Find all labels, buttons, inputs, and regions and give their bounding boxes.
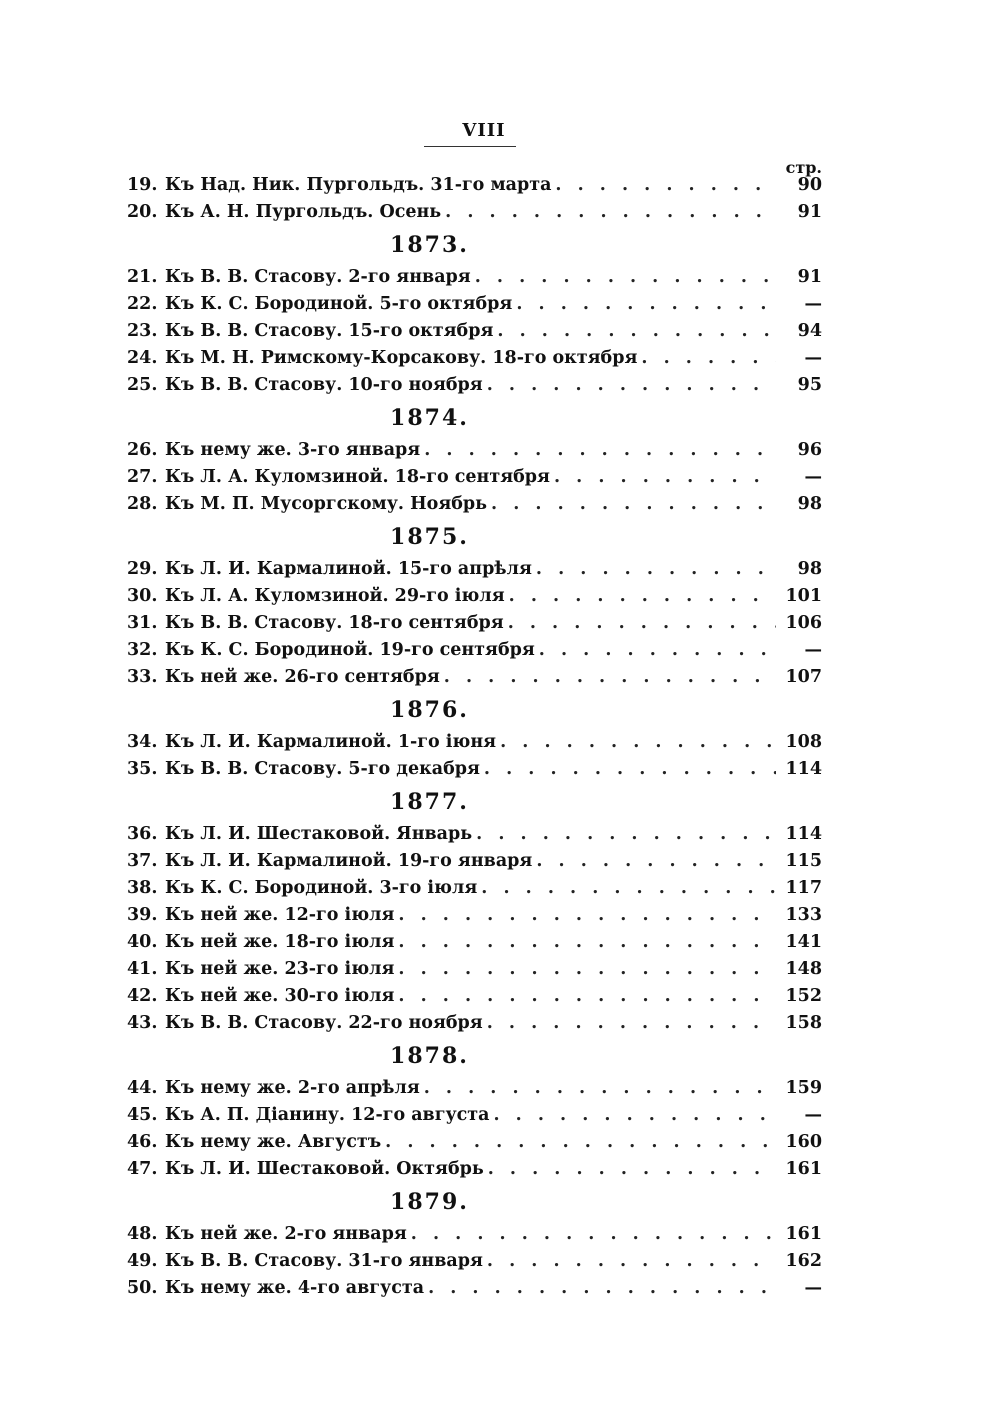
entry-number: 42. (127, 986, 158, 1006)
dot-leader (411, 1221, 776, 1248)
dot-leader (554, 464, 776, 491)
toc-entry (127, 491, 822, 518)
toc-entry (127, 1275, 822, 1302)
dot-leader (508, 610, 776, 637)
entry-title: Къ В. В. Стасову. 18-го сентября (165, 613, 504, 633)
entry-page: — (804, 467, 822, 487)
entry-title: Къ М. П. Мусоргскому. Ноябрь (165, 494, 488, 514)
entry-title: Къ нему же. 4-го августа (165, 1278, 425, 1298)
dot-leader (497, 318, 776, 345)
toc-entry (127, 345, 822, 372)
year-heading: 1877. (390, 789, 469, 815)
entry-page: 162 (785, 1251, 822, 1271)
entry-number: 34. (127, 732, 158, 752)
toc-entry (127, 172, 822, 199)
toc-entry (127, 756, 822, 783)
entry-number: 43. (127, 1013, 158, 1033)
entry-title: Къ Л. И. Шестаковой. Октябрь (165, 1159, 484, 1179)
entry-page: 107 (785, 667, 822, 687)
toc-entry (127, 729, 822, 756)
entry-number: 24. (127, 348, 158, 368)
entry-title: Къ нему же. 3-го января (165, 440, 421, 460)
dot-leader (516, 291, 776, 318)
dot-leader (536, 556, 776, 583)
toc-entry (127, 291, 822, 318)
entry-number: 44. (127, 1078, 158, 1098)
entry-number: 47. (127, 1159, 158, 1179)
dot-leader (424, 437, 776, 464)
toc-entry (127, 956, 822, 983)
toc-entry (127, 821, 822, 848)
entry-page: 115 (785, 851, 822, 871)
dot-leader (398, 902, 776, 929)
entry-number: 20. (127, 202, 158, 222)
dot-leader (500, 729, 776, 756)
entry-page: 160 (785, 1132, 822, 1152)
toc-entry (127, 1010, 822, 1037)
entry-number: 45. (127, 1105, 158, 1125)
entry-page: 141 (785, 932, 822, 952)
entry-title: Къ В. В. Стасову. 15-го октября (165, 321, 494, 341)
dot-leader (385, 1129, 776, 1156)
entry-page: — (804, 1278, 822, 1298)
entry-title: Къ В. В. Стасову. 10-го ноября (165, 375, 483, 395)
dot-leader (509, 583, 776, 610)
entry-page: 94 (797, 321, 822, 341)
entry-page: — (804, 640, 822, 660)
entry-title: Къ ней же. 12-го іюля (165, 905, 395, 925)
entry-title: Къ Л. А. Куломзиной. 29-го іюля (165, 586, 505, 606)
toc-entry (127, 637, 822, 664)
year-heading: 1876. (390, 697, 469, 723)
entry-title: Къ К. С. Бородиной. 5-го октября (165, 294, 513, 314)
page-column-label: стр. (785, 158, 822, 177)
year-heading: 1879. (390, 1189, 469, 1215)
dot-leader (487, 372, 776, 399)
toc-entry (127, 902, 822, 929)
entry-page: 158 (785, 1013, 822, 1033)
dot-leader (444, 664, 776, 691)
toc-entry (127, 583, 822, 610)
entry-number: 26. (127, 440, 158, 460)
entry-title: Къ В. В. Стасову. 22-го ноября (165, 1013, 483, 1033)
toc-entry (127, 1221, 822, 1248)
entry-title: Къ ней же. 2-го января (165, 1224, 407, 1244)
entry-number: 46. (127, 1132, 158, 1152)
dot-leader (641, 345, 776, 372)
entry-number: 35. (127, 759, 158, 779)
entry-page: 114 (785, 759, 822, 779)
entry-number: 36. (127, 824, 158, 844)
dot-leader (555, 172, 776, 199)
entry-number: 48. (127, 1224, 158, 1244)
entry-page: 114 (785, 824, 822, 844)
dot-leader (424, 1075, 776, 1102)
entry-title: Къ К. С. Бородиной. 3-го іюля (165, 878, 478, 898)
dot-leader (488, 1156, 776, 1183)
dot-leader (481, 875, 776, 902)
entry-page: 148 (785, 959, 822, 979)
entry-number: 30. (127, 586, 158, 606)
entry-number: 49. (127, 1251, 158, 1271)
entry-page: 152 (785, 986, 822, 1006)
entry-number: 38. (127, 878, 158, 898)
dot-leader (494, 1102, 777, 1129)
entry-title: Къ Л. А. Куломзиной. 18-го сентября (165, 467, 550, 487)
entry-page: 95 (797, 375, 822, 395)
entry-title: Къ А. Н. Пургольдъ. Осень (165, 202, 442, 222)
entry-number: 25. (127, 375, 158, 395)
entry-page: 91 (797, 202, 822, 222)
year-heading: 1874. (390, 405, 469, 431)
dot-leader (491, 491, 776, 518)
entry-title: Къ Л. И. Шестаковой. Январь (165, 824, 473, 844)
page-number: VIII (462, 120, 506, 141)
entry-page: 91 (797, 267, 822, 287)
entry-page: 96 (797, 440, 822, 460)
dot-leader (484, 756, 776, 783)
entry-number: 23. (127, 321, 158, 341)
entry-title: Къ Л. И. Кармалиной. 15-го апрѣля (165, 559, 532, 579)
toc-entry (127, 1129, 822, 1156)
toc-entry (127, 199, 822, 226)
entry-title: Къ В. В. Стасову. 2-го января (165, 267, 471, 287)
entry-number: 19. (127, 175, 158, 195)
entry-title: Къ В. В. Стасову. 31-го января (165, 1251, 483, 1271)
year-heading: 1878. (390, 1043, 469, 1069)
entry-page: 117 (785, 878, 822, 898)
dot-leader (476, 821, 776, 848)
entry-page: 159 (785, 1078, 822, 1098)
entry-title: Къ Л. И. Кармалиной. 19-го января (165, 851, 533, 871)
toc-entry (127, 983, 822, 1010)
entry-number: 40. (127, 932, 158, 952)
entry-page: — (804, 294, 822, 314)
entry-title: Къ К. С. Бородиной. 19-го сентября (165, 640, 535, 660)
toc-entry (127, 848, 822, 875)
dot-leader (487, 1010, 776, 1037)
entry-title: Къ ней же. 30-го іюля (165, 986, 395, 1006)
toc-entry (127, 664, 822, 691)
toc-entry (127, 437, 822, 464)
entry-number: 39. (127, 905, 158, 925)
entry-title: Къ А. П. Діанину. 12-го августа (165, 1105, 490, 1125)
entry-title: Къ ней же. 23-го іюля (165, 959, 395, 979)
table-of-contents (127, 172, 822, 1302)
entry-page: 98 (797, 559, 822, 579)
toc-entry (127, 1102, 822, 1129)
toc-entry (127, 372, 822, 399)
dot-leader (398, 983, 776, 1010)
entry-number: 28. (127, 494, 158, 514)
toc-entry (127, 1156, 822, 1183)
toc-entry (127, 929, 822, 956)
dot-leader (487, 1248, 776, 1275)
entry-page: 98 (797, 494, 822, 514)
entry-title: Къ Над. Ник. Пургольдъ. 31-го марта (165, 175, 552, 195)
header-rule (424, 146, 516, 147)
entry-number: 21. (127, 267, 158, 287)
dot-leader (445, 199, 776, 226)
toc-entry (127, 1248, 822, 1275)
entry-number: 33. (127, 667, 158, 687)
dot-leader (428, 1275, 776, 1302)
dot-leader (475, 264, 776, 291)
dot-leader (398, 956, 776, 983)
entry-page: — (804, 348, 822, 368)
entry-page: 106 (785, 613, 822, 633)
entry-page: 161 (785, 1224, 822, 1244)
dot-leader (398, 929, 776, 956)
entry-number: 22. (127, 294, 158, 314)
entry-title: Къ нему же. 2-го апрѣля (165, 1078, 420, 1098)
entry-title: Къ Л. И. Кармалиной. 1-го іюня (165, 732, 497, 752)
entry-number: 31. (127, 613, 158, 633)
toc-entry (127, 556, 822, 583)
entry-number: 29. (127, 559, 158, 579)
toc-entry (127, 318, 822, 345)
entry-page: 133 (785, 905, 822, 925)
entry-page: 101 (785, 586, 822, 606)
entry-page: — (804, 1105, 822, 1125)
entry-page: 108 (785, 732, 822, 752)
year-heading: 1875. (390, 524, 469, 550)
toc-entry (127, 464, 822, 491)
entry-title: Къ В. В. Стасову. 5-го декабря (165, 759, 480, 779)
toc-entry (127, 264, 822, 291)
entry-title: Къ ней же. 18-го іюля (165, 932, 395, 952)
entry-number: 50. (127, 1278, 158, 1298)
toc-entry (127, 875, 822, 902)
toc-entry (127, 610, 822, 637)
dot-leader (539, 637, 776, 664)
entry-title: Къ М. Н. Римскому-Корсакову. 18-го октября (165, 348, 638, 368)
dot-leader (536, 848, 776, 875)
entry-number: 37. (127, 851, 158, 871)
entry-title: Къ ней же. 26-го сентября (165, 667, 440, 687)
entry-page: 90 (797, 175, 822, 195)
toc-entry (127, 1075, 822, 1102)
entry-page: 161 (785, 1159, 822, 1179)
entry-number: 32. (127, 640, 158, 660)
entry-number: 27. (127, 467, 158, 487)
entry-number: 41. (127, 959, 158, 979)
entry-title: Къ нему же. Августъ (165, 1132, 382, 1152)
year-heading: 1873. (390, 232, 469, 258)
